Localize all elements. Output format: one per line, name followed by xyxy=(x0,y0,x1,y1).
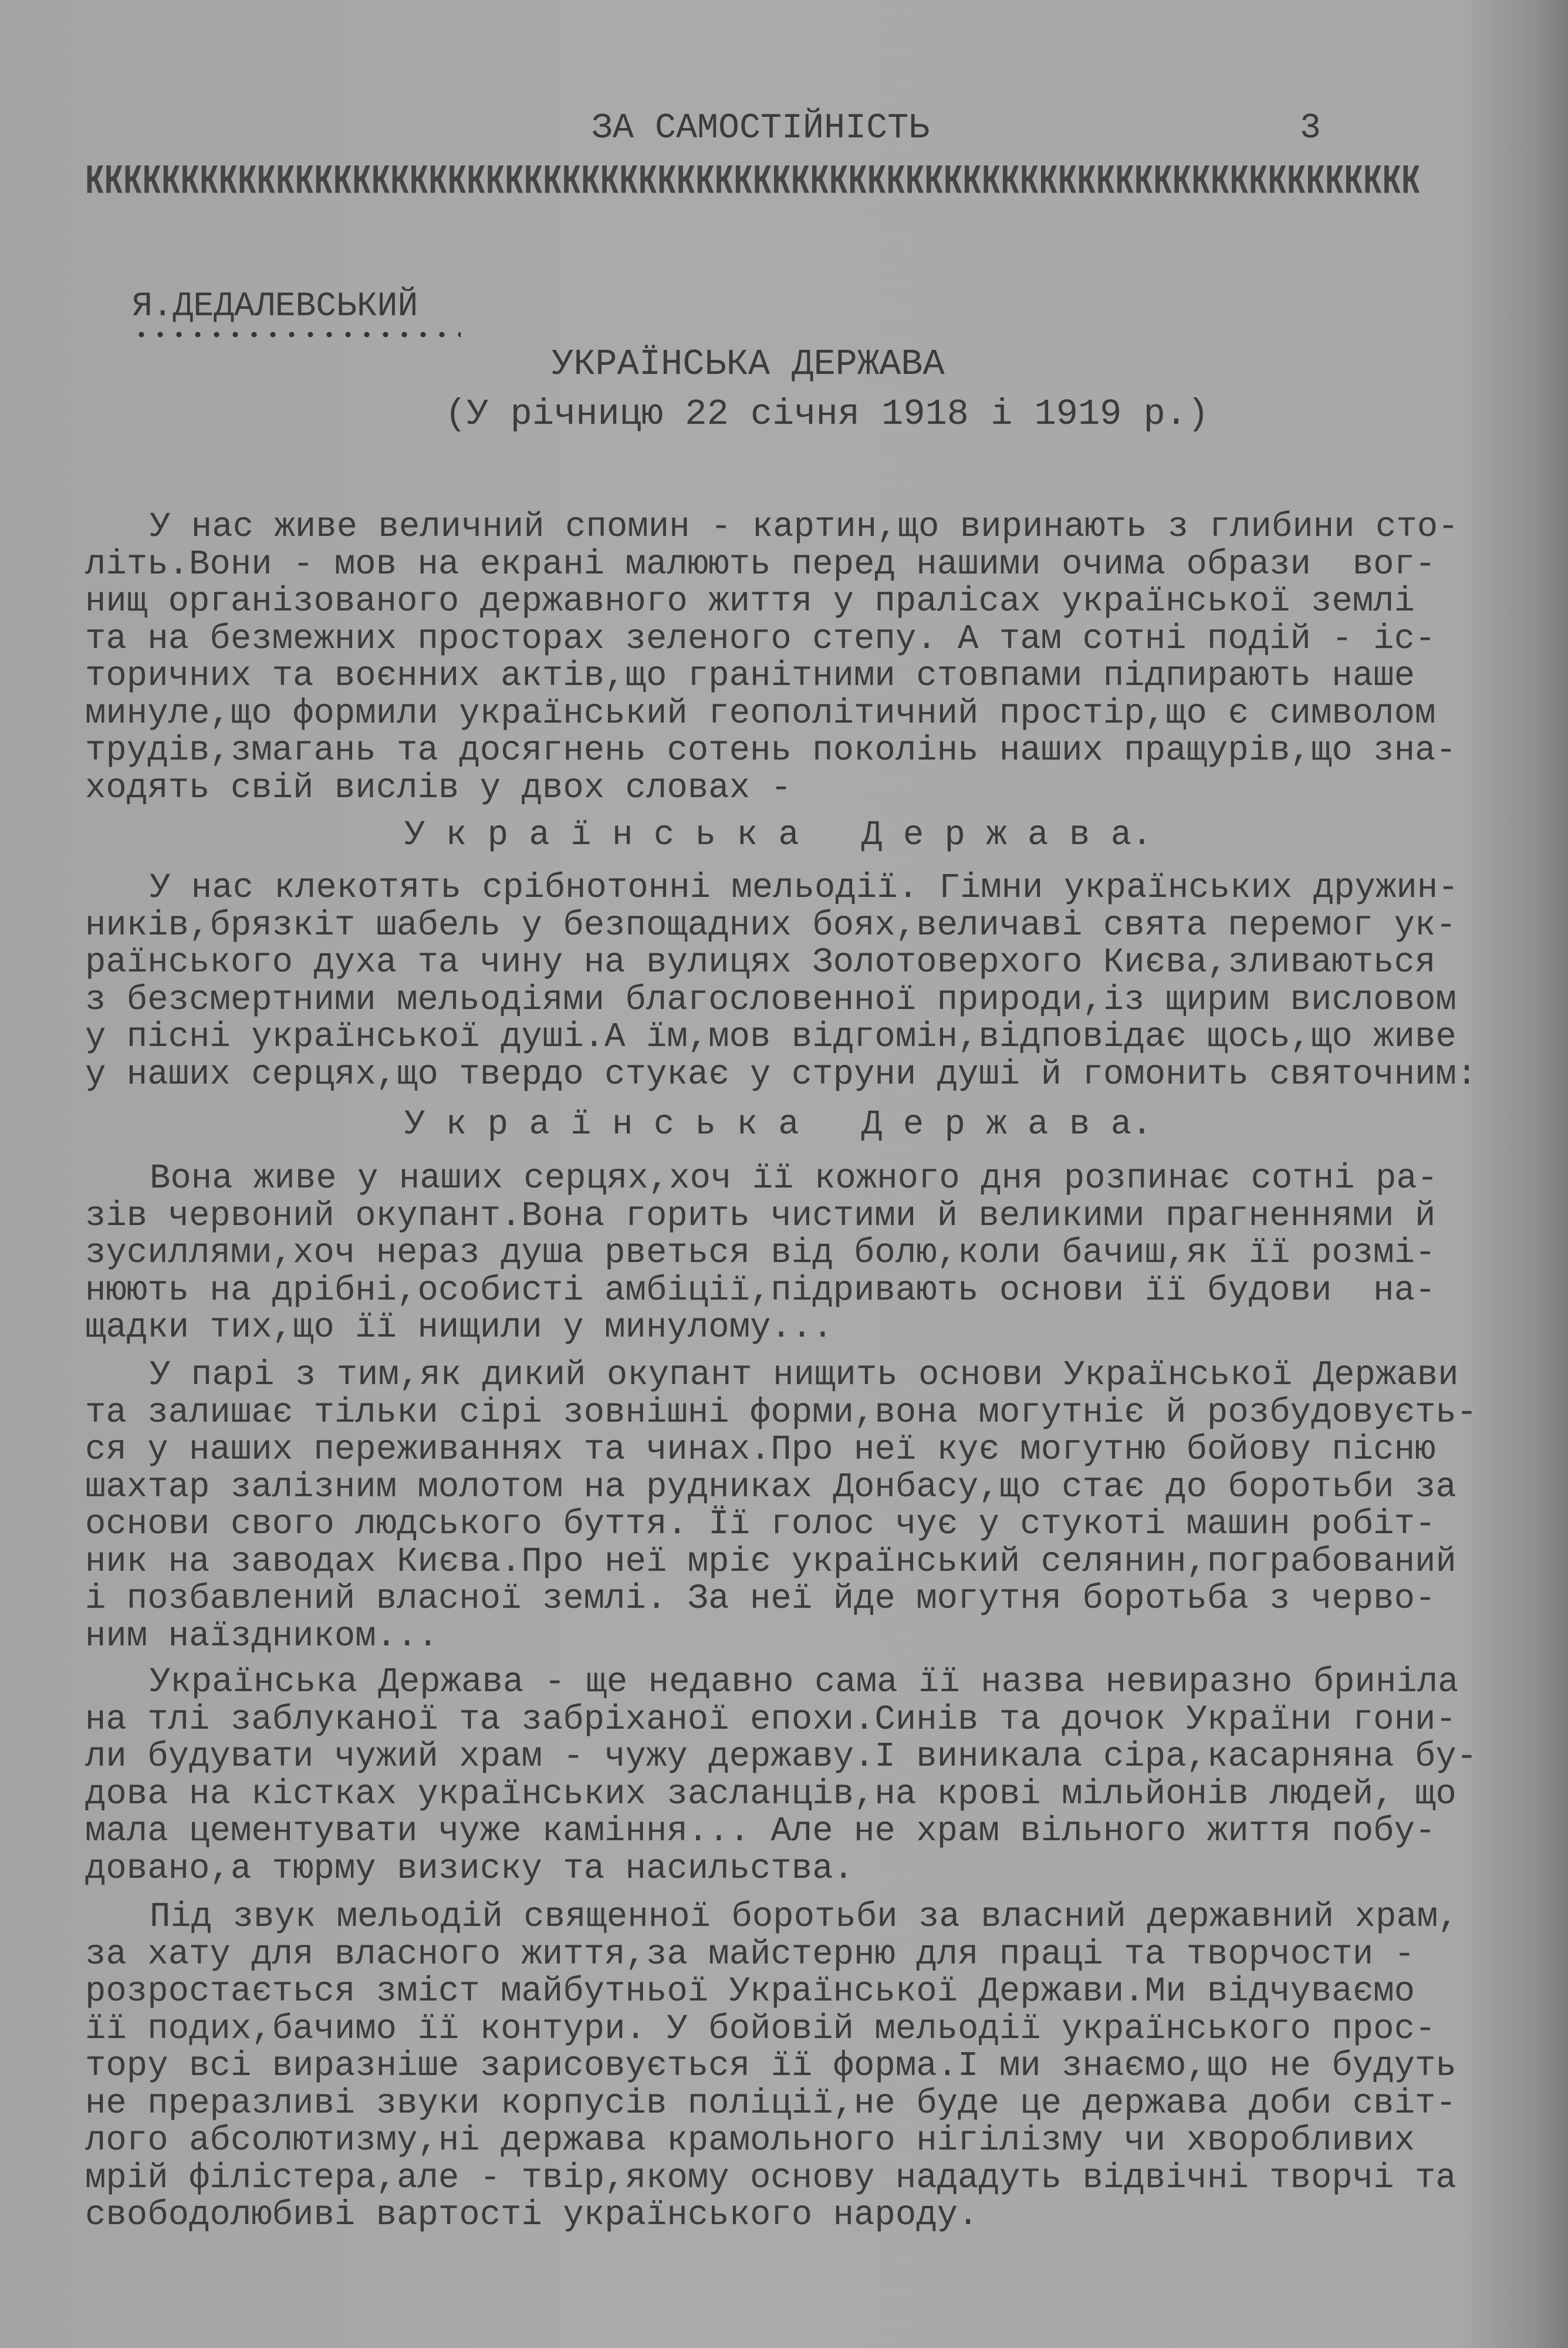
text-line: щадки тих,що її нищили у минулому... xyxy=(85,1308,833,1347)
text-line: тору всі виразніше зарисовується її форма.І ми знаємо,що не будуть xyxy=(85,2046,1457,2086)
text-line: не преразливі звуки корпусів поліції,не буде це держава доби світ- xyxy=(85,2083,1457,2123)
text-line: і позбавлений власної землі. За неї йде могутня боротьба з черво- xyxy=(85,1579,1436,1618)
text-line: розростається зміст майбутньої Української Держави.Ми відчуваємо xyxy=(85,1972,1415,2011)
text-line: основи свого людського буття. Її голос чує у стукоті машин робіт- xyxy=(85,1504,1436,1544)
text-line: свободолюбиві вартості українського народу. xyxy=(85,2195,979,2235)
text-line: ли будувати чужий храм - чужу державу.І виникала сіра,касарняна бу- xyxy=(85,1737,1478,1776)
text-line: ників,брязкіт шабель у безпощадних боях,величаві свята перемог ук- xyxy=(85,905,1457,945)
text-line: та залишає тільки сірі зовнішні форми,вона могутніє й розбудовуєть- xyxy=(85,1392,1478,1432)
text-line: за хату для власного життя,за майстерню для праці та творчости - xyxy=(85,1934,1415,1974)
text-line: зусиллями,хоч нераз душа рветься від болю,коли бачиш,як її розмі- xyxy=(85,1233,1436,1273)
text-line: та на безмежних просторах зеленого степу. А там сотні подій - іс- xyxy=(85,619,1436,659)
text-line: Українська Держава - ще недавно сама її назва невиразно бриніла xyxy=(150,1662,1459,1702)
text-line: ник на заводах Києва.Про неї мріє український селянин,пограбований xyxy=(85,1541,1457,1581)
text-line: У парі з тим,як дикий окупант нищить основи Української Держави xyxy=(150,1355,1459,1395)
text-line: трудів,змагань та досягнень сотень поколінь наших пращурів,що зна- xyxy=(85,731,1457,770)
text-line: у наших серцях,що твердо стукає у струни душі й гомонить святочним: xyxy=(85,1054,1478,1094)
paragraph-4 xyxy=(85,1357,1477,1655)
text-line: мрій філістера,але - твір,якому основу нададуть відвічні творчі та xyxy=(85,2158,1457,2198)
journal-title: ЗА САМОСТІЙНІСТЬ xyxy=(592,109,930,149)
text-line: нищ організованого державного життя у пралісах української землі xyxy=(85,582,1415,621)
text-line: Під звук мельодій священної боротьби за власний державний храм, xyxy=(150,1897,1459,1937)
text-line: її подих,бачимо її контури. У бойовій мельодії українського прос- xyxy=(85,2009,1436,2049)
text-line: У нас клекотять срібнотонні мельодії. Гімни українських дружин- xyxy=(150,868,1459,908)
text-line: ходять свій вислів у двох словах - xyxy=(85,768,792,808)
text-line: У нас живе величний спомин - картин,що виринають з глибини сто- xyxy=(150,507,1459,546)
paragraph-5 xyxy=(85,1664,1477,1887)
text-line: торичних та воєнних актів,що гранітними стовпами підпирають наше xyxy=(85,656,1415,696)
text-line: раїнського духа та чину на вулицях Золотоверхого Києва,зливаються xyxy=(85,943,1436,982)
text-line: ним наїздником... xyxy=(85,1616,438,1656)
text-line: на тлі заблуканої та забріханої епохи.Синів та дочок України гони- xyxy=(85,1699,1457,1739)
article-subtitle: (У річницю 22 січня 1918 і 1919 р.) xyxy=(445,393,1209,435)
text-line: дова на кістках українських засланців,на крові мільйонів людей, що xyxy=(85,1774,1457,1814)
text-line: минуле,що формили український геополітичний простір,що є символом xyxy=(85,693,1436,733)
author-name: Я.ДЕДАЛЕВСЬКИЙ xyxy=(132,288,418,326)
text-line: у пісні української душі.А їм,мов відгомін,відповідає щось,що живе xyxy=(85,1017,1457,1057)
text-line: з безсмертними мельодіями благословенної природи,із щирим висловом xyxy=(85,980,1457,1020)
paragraph-1 xyxy=(85,508,1459,807)
article-title: УКРАЇНСЬКА ДЕРЖАВА xyxy=(552,343,945,385)
paragraph-6 xyxy=(85,1898,1459,2234)
author-dotted-underline xyxy=(132,329,461,340)
paragraph-2 xyxy=(85,869,1477,1093)
text-line: нюють на дрібні,особисті амбіції,підривають основи її будови на- xyxy=(85,1270,1436,1310)
text-line: шахтар залізним молотом на рудниках Донбасу,що стає до боротьби за xyxy=(85,1467,1457,1507)
section-heading-1: У к р а ї н с ь к а Д е р ж а в а. xyxy=(404,815,1153,855)
text-line: лого абсолютизму,ні держава крамольного нігілізму чи хворобливих xyxy=(85,2121,1415,2160)
page-number: 3 xyxy=(1300,109,1322,149)
paragraph-3 xyxy=(85,1160,1438,1347)
text-line: Вона живе у наших серцях,хоч її кожного дня розпинає сотні ра- xyxy=(150,1159,1438,1198)
text-line: довано,а тюрму визиску та насильства. xyxy=(85,1848,854,1888)
text-line: зів червоний окупант.Вона горить чистими й великими прагненнями й xyxy=(85,1196,1436,1236)
text-line: мала цементувати чуже каміння... Але не храм вільного життя побу- xyxy=(85,1811,1436,1851)
section-heading-2: У к р а ї н с ь к а Д е р ж а в а. xyxy=(404,1105,1153,1144)
text-line: літь.Вони - мов на екрані малюють перед нашими очима образи вог- xyxy=(85,544,1436,584)
text-line: ся у наших переживаннях та чинах.Про неї кує могутню бойову пісню xyxy=(85,1430,1436,1469)
typed-divider: кккккккккккккккккккккккккккккккккккккккккккккккккккккккккккккккккккккк xyxy=(85,150,1421,209)
